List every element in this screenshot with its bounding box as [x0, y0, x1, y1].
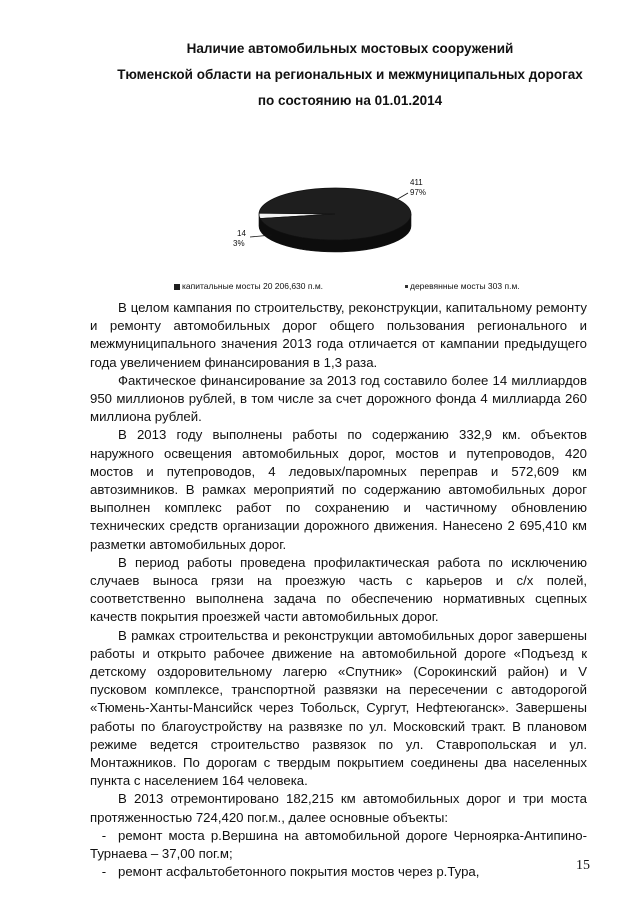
slice-label-capital	[396, 178, 426, 200]
list-dash: -	[101, 864, 107, 880]
document-body	[90, 299, 587, 882]
list-dash: -	[101, 827, 107, 843]
paragraph: В целом кампания по строительству, реконструкции, капитальному ремонту и ремонту автомобильных дорог общего пользования регионального и межмуниципального значения 2013 года отличается от кампании предыдущего года увеличением финансирования в 1,3 раза.	[90, 300, 587, 370]
list-item	[90, 863, 587, 881]
list-item-text: ремонт асфальтобетонного покрытия мостов через р.Тура,	[118, 864, 480, 880]
capital-percent-label: 97%	[410, 188, 427, 197]
legend-swatch-wooden	[405, 285, 408, 288]
legend-swatch-capital	[174, 284, 180, 290]
legend-label-capital: капитальные мосты 20 206,630 п.м.	[182, 281, 324, 291]
paragraph: В рамках строительства и реконструкции автомобильных дорог завершены работы и открыто рабочее движение на автомобильной дороге «Подъезд к детскому оздоровительному лагерю «Спутник» (Сорокинский район) и V пусковом комплексе, транспортной развязки на пересечении с автодорогой «Тюмень-Ханты-Мансийск через Тобольск, Сургут, Нефтеюганск». Завершены работы по благоустройству на развязке по ул. Московский тракт. В плановом режиме ведется строительство развязок по ул. Ставропольская и ул. Монтажников. По дорогам с твердым покрытием соединены два населенных пункта с населением 164 человека.	[90, 627, 587, 789]
list-item-text: ремонт моста р.Вершина на автомобильной дороге Черноярка-Антипино-Турнаева – 37,00 пог.м;	[90, 827, 587, 862]
bridges-pie-chart	[0, 168, 640, 288]
paragraph: Фактическое финансирование за 2013 год составило более 14 миллиардов 950 миллионов рублей, в том числе за счет дорожного фонда 4 миллиарда 260 миллиона рублей.	[90, 372, 587, 425]
title-line-1: Наличие автомобильных мостовых сооружений	[186, 41, 514, 56]
legend-item-capital	[174, 281, 323, 291]
wooden-count-label: 14	[237, 229, 246, 238]
list-item	[90, 827, 587, 863]
page-number: 15	[576, 858, 590, 873]
chart-legend	[0, 281, 640, 293]
document-title	[60, 36, 640, 114]
paragraph: В период работы проведена профилактическая работа по исключению случаев выноса грязи на проезжую часть с карьеров и с/х полей, соответственно выполнена задача по обеспечению нормативных сцепных качеств покрытия проезжей части автомобильных дорог.	[90, 554, 587, 625]
paragraph: В 2013 году выполнены работы по содержанию 332,9 км. объектов наружного освещения автомобильных дорог, мостов и путепроводов, 420 мостов и путепроводов, 4 ледовых/паромных переправ и 572,609 км автозимников. В рамках мероприятий по содержанию автомобильных дорог выполнен комплекс работ по сохранению и частичному обновлению технических средств организации дорожного движения. Нанесено 2 695,410 км разметки автомобильных дорог.	[90, 427, 587, 552]
legend-item-wooden	[405, 281, 520, 291]
title-line-2: Тюменской области на региональных и межмуниципальных дорогах	[117, 67, 583, 82]
capital-count-label: 411	[410, 178, 423, 187]
title-line-3: по состоянию на 01.01.2014	[257, 93, 443, 108]
paragraph: В 2013 отремонтировано 182,215 км автомобильных дорог и три моста протяженностью 724,420 пог.м., далее основные объекты:	[90, 791, 587, 825]
legend-label-wooden: деревянные мосты 303 п.м.	[410, 281, 520, 291]
wooden-percent-label: 3%	[233, 239, 245, 248]
